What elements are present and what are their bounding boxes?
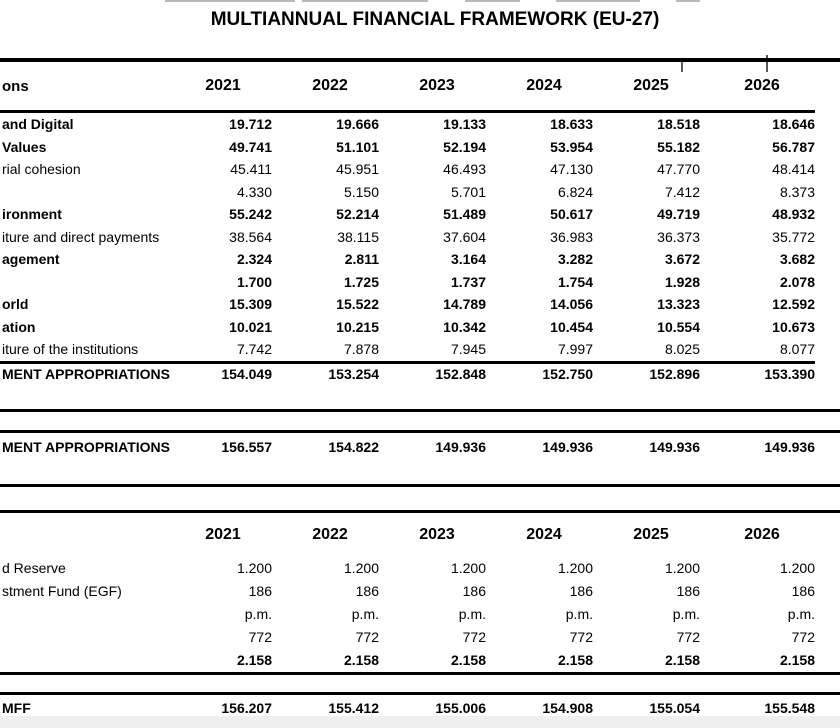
table-row [0,248,815,271]
value-cell: 5.150 [343,183,379,200]
cropped-content-artifact [165,0,295,2]
value-cell: 50.617 [550,206,593,223]
value-cell: 8.077 [779,341,815,358]
year-header: 2025 [633,525,669,543]
total-value-cell: 155.412 [328,699,379,716]
value-cell: 2.324 [236,251,272,268]
value-cell: 1.754 [557,273,593,290]
row-label: iture of the institutions [2,341,139,358]
cell-border-artifact [766,55,768,72]
instruments-header-row [0,513,815,557]
value-cell: 2.158 [343,652,379,668]
total-value-cell: 149.936 [649,438,700,455]
value-cell: 1.700 [236,273,272,290]
cropped-content-artifact [465,0,520,2]
total-value-cell: 155.548 [764,699,815,716]
value-cell: 10.673 [772,318,815,335]
value-cell: 2.078 [779,273,815,290]
value-cell: p.m. [787,606,815,622]
table-row [0,181,815,204]
value-cell: 2.158 [236,652,272,668]
total-value-cell: 149.936 [435,438,486,455]
value-cell: p.m. [672,606,700,622]
table-row [0,158,815,181]
value-cell: 772 [791,629,815,645]
value-cell: 46.493 [443,161,486,178]
value-cell: 2.158 [557,652,593,668]
value-cell: 19.712 [229,116,272,133]
row-label: ation [2,318,36,335]
value-cell: 47.770 [657,161,700,178]
year-header: 2024 [526,77,562,94]
row-label: and Digital [2,116,74,133]
total-value-cell: 149.936 [542,438,593,455]
row-label: orld [2,296,29,313]
value-cell: 772 [248,629,272,645]
total-value-cell: 154.908 [542,699,593,716]
value-cell: 13.323 [657,296,700,313]
value-cell: 52.194 [443,138,486,155]
total-value-cell: 154.822 [328,438,379,455]
value-cell: 48.932 [772,206,815,223]
year-header: 2021 [205,77,241,94]
value-cell: 47.130 [550,161,593,178]
instruments-table [0,510,840,675]
value-cell: 45.951 [336,161,379,178]
value-cell: 772 [569,629,593,645]
value-cell: 18.646 [772,116,815,133]
value-cell: 186 [791,583,815,599]
table-row [0,293,815,316]
table-row [0,580,815,603]
total-value-cell: 152.750 [542,365,593,382]
value-cell: 1.200 [664,560,700,576]
value-cell: 186 [569,583,593,599]
value-cell: 772 [676,629,700,645]
value-cell: 186 [248,583,272,599]
header-label: ons [2,77,29,95]
value-cell: 7.742 [236,341,272,358]
year-header: 2021 [205,525,241,543]
total-value-cell: 153.390 [764,365,815,382]
value-cell: 38.564 [229,228,272,245]
total-value-cell: 155.006 [435,699,486,716]
value-cell: p.m. [351,606,379,622]
value-cell: 1.200 [343,560,379,576]
row-label: agement [2,251,60,268]
page-title: MULTIANNUAL FINANCIAL FRAMEWORK (EU-27) [210,9,660,30]
value-cell: p.m. [244,606,272,622]
year-header: 2026 [744,525,780,543]
total-value-cell: 149.936 [764,438,815,455]
value-cell: 53.954 [550,138,593,155]
value-cell: 48.414 [772,161,815,178]
value-cell: 10.554 [657,318,700,335]
year-header: 2023 [419,525,455,543]
value-cell: 772 [462,629,486,645]
value-cell: 3.672 [664,251,700,268]
value-cell: 10.454 [550,318,593,335]
commitments-total-row [0,361,815,409]
total-value-cell: 155.054 [649,699,700,716]
value-cell: 1.200 [236,560,272,576]
year-header: 2026 [744,77,780,94]
commitments-header-row [0,62,815,113]
total-value-cell: 152.896 [649,365,700,382]
payments-total-row [0,433,815,484]
value-cell: 1.928 [664,273,700,290]
value-cell: 51.101 [336,138,379,155]
value-cell: 7.997 [557,341,593,358]
row-label: stment Fund (EGF) [2,583,122,599]
value-cell: 1.200 [779,560,815,576]
value-cell: 6.824 [557,183,593,200]
value-cell: 55.182 [657,138,700,155]
value-cell: 15.522 [336,296,379,313]
table-row [0,136,815,159]
cropped-content-artifact [302,0,428,2]
value-cell: 14.056 [550,296,593,313]
value-cell: 2.811 [344,251,379,268]
table-row [0,557,815,580]
value-cell: 52.214 [336,206,379,223]
total-value-cell: 154.049 [221,365,272,382]
value-cell: 772 [355,629,379,645]
row-label: d Reserve [2,560,66,576]
instruments-rows [0,557,815,672]
year-header: 2023 [419,77,455,94]
value-cell: 8.025 [664,341,700,358]
value-cell: 7.412 [664,183,700,200]
value-cell: 38.115 [337,228,379,245]
year-header: 2025 [633,77,669,94]
value-cell: 186 [355,583,379,599]
value-cell: 18.518 [657,116,700,133]
value-cell: 7.945 [450,341,486,358]
value-cell: 14.789 [443,296,486,313]
row-label: Values [2,138,47,155]
value-cell: 1.200 [450,560,486,576]
table-row [0,649,815,672]
value-cell: 15.309 [229,296,272,313]
payments-total-table [0,430,840,487]
year-header: 2022 [312,77,348,94]
value-cell: 2.158 [779,652,815,668]
value-cell: 49.741 [229,138,272,155]
value-cell: 3.282 [557,251,593,268]
value-cell: 36.983 [550,228,593,245]
value-cell: 1.737 [450,273,486,290]
value-cell: 36.373 [657,228,700,245]
value-cell: 55.242 [229,206,272,223]
value-cell: 8.373 [779,183,815,200]
table-row [0,316,815,339]
value-cell: 35.772 [772,228,815,245]
value-cell: 19.133 [443,116,486,133]
value-cell: 2.158 [450,652,486,668]
value-cell: 51.489 [443,206,486,223]
table-row [0,113,815,136]
value-cell: 49.719 [657,206,700,223]
cropped-content-artifact [556,0,640,2]
value-cell: 2.158 [664,652,700,668]
value-cell: 37.604 [443,228,486,245]
value-cell: 10.342 [443,318,486,335]
total-value-cell: 156.207 [221,699,272,716]
table-row [0,603,815,626]
total-row-label: MFF [2,699,31,716]
value-cell: 12.592 [772,296,815,313]
table-row [0,203,815,226]
value-cell: 10.021 [229,318,272,335]
cell-border-artifact [681,58,683,72]
row-label: ironment [2,206,62,223]
value-cell: 10.215 [336,318,379,335]
value-cell: 1.200 [557,560,593,576]
row-label: rial cohesion [2,161,81,178]
value-cell: p.m. [458,606,486,622]
value-cell: 4.330 [236,183,272,200]
total-value-cell: 152.848 [435,365,486,382]
value-cell: 56.787 [772,138,815,155]
value-cell: 3.682 [779,251,815,268]
value-cell: 186 [676,583,700,599]
total-row-label: MENT APPROPRIATIONS [2,365,171,382]
row-label: iture and direct payments [2,228,160,245]
value-cell: p.m. [565,606,593,622]
commitments-table [0,58,840,412]
screenshot-edge-strip [0,716,840,728]
year-header: 2024 [526,525,562,543]
table-row [0,271,815,294]
value-cell: 19.666 [336,116,379,133]
value-cell: 7.878 [343,341,379,358]
commitments-rows [0,113,815,361]
total-value-cell: 156.557 [221,438,272,455]
year-header: 2022 [312,525,348,543]
cropped-content-artifact [676,0,700,2]
value-cell: 186 [462,583,486,599]
table-row [0,338,815,361]
value-cell: 3.164 [450,251,486,268]
total-value-cell: 153.254 [328,365,379,382]
total-row-label: MENT APPROPRIATIONS [2,438,171,455]
value-cell: 5.701 [450,183,486,200]
value-cell: 45.411 [230,161,272,178]
table-row [0,226,815,249]
value-cell: 18.633 [550,116,593,133]
table-row [0,626,815,649]
value-cell: 1.725 [343,273,379,290]
